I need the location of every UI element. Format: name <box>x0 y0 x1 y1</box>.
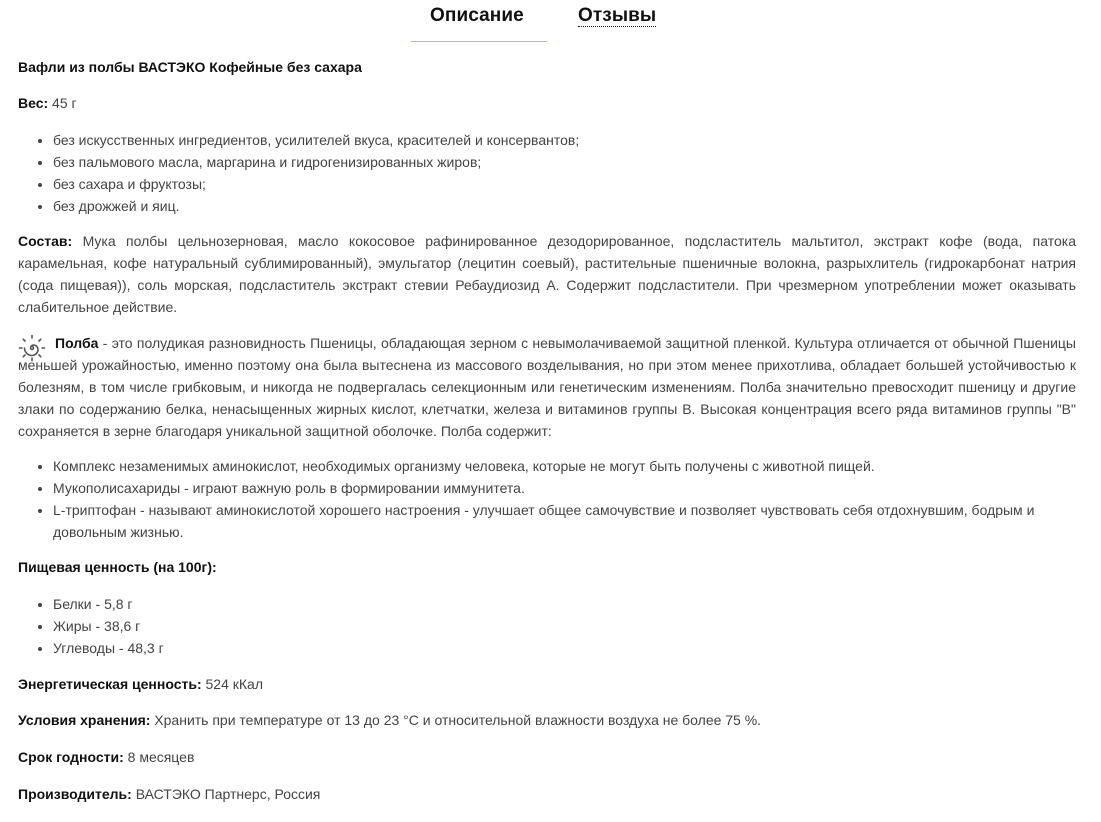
storage-value: Хранить при температуре от 13 до 23 °С и относительной влажности воздуха не более 75 %. <box>150 712 762 728</box>
list-item: • без пальмового масла, маргарина и гидрогенизированных жиров; <box>53 151 1076 173</box>
spelt-paragraph <box>18 332 1076 442</box>
storage-label: Условия хранения: <box>18 712 151 728</box>
manufacturer-row <box>18 783 1076 805</box>
weight-value: 45 г <box>48 95 77 111</box>
list-item: • Мукополисахариды - играют важную роль в формировании иммунитета. <box>53 477 1076 499</box>
tab-description[interactable]: Описание <box>430 5 524 26</box>
composition-label: Состав: <box>18 233 73 249</box>
manufacturer-value: ВАСТЭКО Партнерс, Россия <box>131 786 321 802</box>
tab-bar <box>0 0 1101 44</box>
list-item: • без искусственных ингредиентов, усилителей вкуса, красителей и консервантов; <box>53 129 1076 151</box>
energy-value: 524 кКал <box>201 676 263 692</box>
energy-label: Энергетическая ценность: <box>18 676 202 692</box>
shelf-life-label: Срок годности: <box>18 749 124 765</box>
spelt-text: - это полудикая разновидность Пшеницы, обладающая зерном с невымолачиваемой защитной пленкой. Культура отличается от обычной Пшеницы меньшей урожайностью, именно поэтому она была вытеснена из массового возделывания, но при этом менее прихотлива, обладает большей устойчивостью к болезням, в том числе грибковым, и никогда не подвергалась селекционным или генетическим изменениям. Полба значительно превосходит пшеницу и другие злаки по содержанию белка, ненасыщенных жирных кислот, клетчатки, железа и витаминов группы В. Высокая концентрация всего ряда витаминов группы "В" сохраняется в зерне благодаря уникальной защитной оболочке. Полба содержит: <box>18 335 1076 439</box>
nutrition-list <box>18 593 1076 659</box>
list-item: • Комплекс незаменимых аминокислот, необходимых организму человека, которые не могут быть получены с животной пищей. <box>53 455 1076 477</box>
tab-reviews-label: Отзывы <box>578 5 657 26</box>
composition-paragraph <box>18 230 1076 318</box>
storage-row <box>18 709 1076 731</box>
weight-label: Вес: <box>18 95 49 111</box>
free-from-list <box>18 129 1076 217</box>
nutrition-heading: Пищевая ценность (на 100г): <box>18 559 217 575</box>
active-tab-indicator <box>411 41 547 42</box>
spelt-contains-list <box>18 455 1076 543</box>
list-item: • Белки - 5,8 г <box>53 593 1076 615</box>
list-item: • Углеводы - 48,3 г <box>53 637 1076 659</box>
spelt-label: Полба <box>55 335 99 351</box>
shelf-life-value: 8 месяцев <box>123 749 195 765</box>
weight-row <box>18 92 1076 114</box>
manufacturer-label: Производитель: <box>18 786 132 802</box>
list-item: • без дрожжей и яиц. <box>53 195 1076 217</box>
list-item: • L-триптофан - называют аминокислотой хорошего настроения - улучшает общее самочувствие и позволяет чувствовать себя отдохнувшим, бодрым и довольным жизнью. <box>53 499 1076 543</box>
composition-text: Мука полбы цельнозерновая, масло кокосовое рафинированное дезодорированное, подсластитель мальтитол, экстракт кофе (вода, патока карамельная, кофе натуральный сублимированный), эмульгатор (лецитин соевый), растительные пшеничные волокна, разрыхлитель (гидрокарбонат натрия (сода пищевая)), соль морская, подсластитель экстракт стевии Ребаудиозид А. Содержит подсластители. При чрезмерном употреблении может оказывать слабительное действие. <box>18 233 1076 315</box>
tab-reviews[interactable] <box>578 5 656 27</box>
list-item: • Жиры - 38,6 г <box>53 615 1076 637</box>
list-item: • без сахара и фруктозы; <box>53 173 1076 195</box>
shelf-life-row <box>18 746 1076 768</box>
energy-row <box>18 673 1076 695</box>
product-title: Вафли из полбы ВАСТЭКО Кофейные без сахара <box>18 59 362 75</box>
